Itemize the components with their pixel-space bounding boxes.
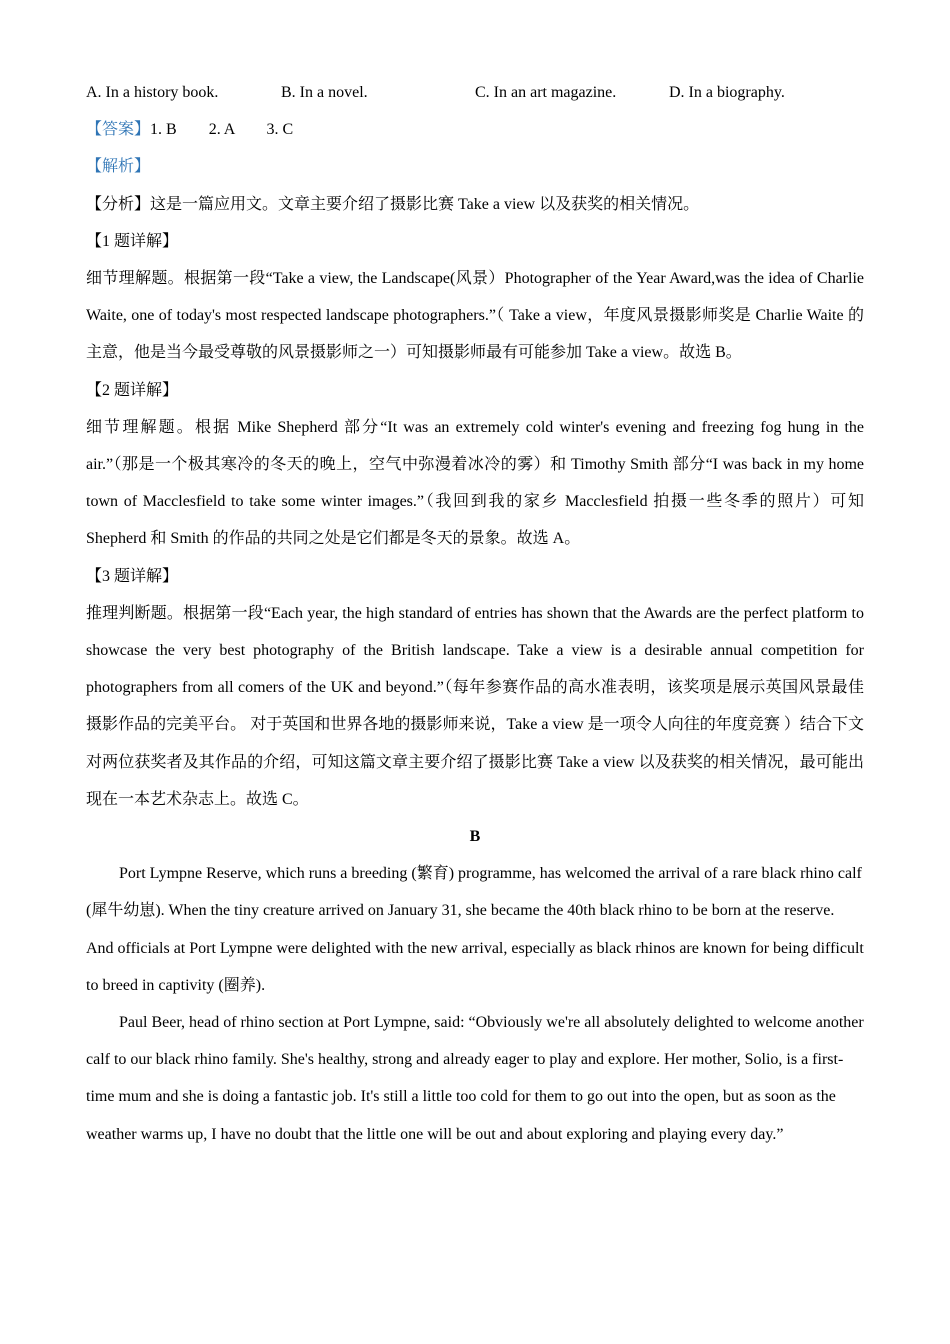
passage-paragraph-2: Paul Beer, head of rhino section at Port Lympne, said: “Obviously we're all absolutely delighted to welcome another calf to our black rhino family. She's healthy, strong and already eager to play and explore. Her mother, Solio, is a first-time mum and she is doing a fantastic job. It's still a little too cold for them to go out into the open, but as soon as the weather warms up, I have no doubt that the little one will be out and about exploring and playing every day.” [86, 1014, 864, 1143]
q2-explanation: 细节理解题。根据 Mike Shepherd 部分“It was an extremely cold winter's evening and freezing fog hung in the air.”（那是一个极其寒冷的冬天的晚上，空气中弥漫着冰冷的雾）和 Timothy Smith 部分“I was back in my home town of Macclesfield to take some winter images.”（我回到我的家乡 Macclesfield 拍摄一些冬季的照片）可知 Shepherd 和 Smith 的作品的共同之处是它们都是冬天的景象。故选 A。 [86, 418, 864, 548]
answer-options [86, 74, 864, 111]
analysis-label: 【解析】 [86, 158, 151, 176]
option-d: D. In a biography. [669, 84, 785, 101]
answer-text: 1. B 2. A 3. C [150, 121, 294, 139]
answer-line [86, 111, 864, 148]
summary-line: 【分析】这是一篇应用文。文章主要介绍了摄影比赛 Take a view 以及获奖的相关情况。 [86, 195, 700, 213]
section-b-title: B [469, 828, 481, 846]
q3-heading: 【3 题详解】 [86, 567, 179, 585]
q2-heading: 【2 题详解】 [86, 381, 179, 399]
q1-explanation: 细节理解题。根据第一段“Take a view, the Landscape(风景）Photographer of the Year Award,was the idea of Charlie Waite, one of today's most respected landscape photographers.”（ Take a view，年度风景摄影师奖是 Charlie Waite 的主意，他是当今最受尊敬的风景摄影师之一）可知摄影师最有可能参加 Take a view。故选 B。 [86, 270, 864, 362]
q1-heading: 【1 题详解】 [86, 232, 179, 250]
q3-explanation: 推理判断题。根据第一段“Each year, the high standard of entries has shown that the Awards are the perfect platform to showcase the very best photography of the British landscape. Take a view is a desirable annual competition for photographers from all comers of the UK and beyond.”（每年参赛作品的高水准表明，该奖项是展示英国风景最佳摄影作品的完美平台。 对于英国和世界各地的摄影师来说，Take a view 是一项令人向往的年度竞赛 ）结合下文对两位获奖者及其作品的介绍，可知这篇文章主要介绍了摄影比赛 Take a view 以及获奖的相关情况，最可能出现在一本艺术杂志上。故选 C。 [86, 604, 864, 808]
option-b: B. In a novel. [281, 84, 368, 101]
passage-paragraph-1: Port Lympne Reserve, which runs a breeding (繁育) programme, has welcomed the arrival of a rare black rhino calf (犀牛幼崽). When the tiny creature arrived on January 31, she became the 40th black rhino to be born at the reserve. And officials at Port Lympne were delighted with the new arrival, especially as black rhinos are known for being difficult to breed in captivity (圈养). [86, 865, 864, 994]
option-c: C. In an art magazine. [475, 84, 617, 101]
option-a: A. In a history book. [86, 84, 219, 101]
document-page [86, 74, 864, 1153]
answer-label: 【答案】 [86, 121, 151, 139]
